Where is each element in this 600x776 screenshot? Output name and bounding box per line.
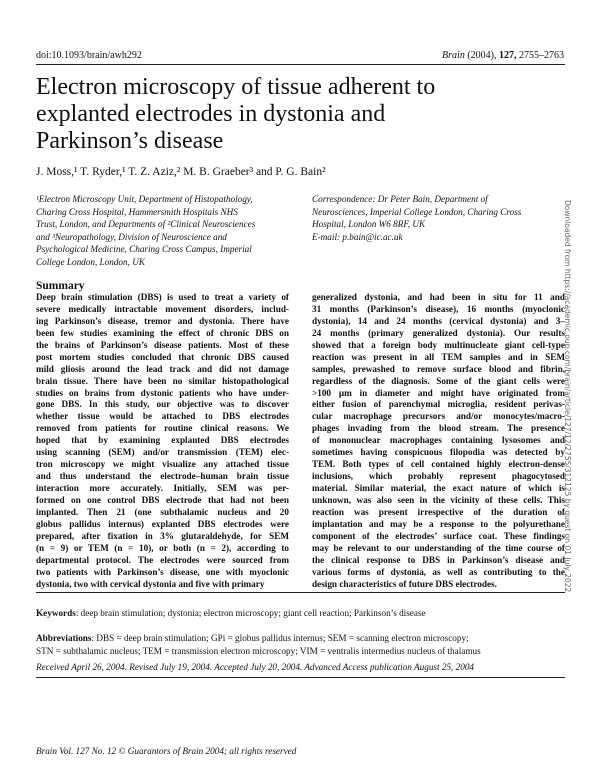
title-line: explanted electrodes in dystonia and (36, 101, 386, 127)
summary-line: and thus understand the electrode–human brain tissue (36, 471, 289, 482)
summary-line: brain tissue. There have been no similar histopathological (36, 375, 289, 386)
summary-line: >100 μm in diameter and might have originated from (312, 387, 565, 398)
summary-line: mild gliosis around the lead track and did not damage (36, 363, 289, 374)
summary-line: implanted. Then 21 (one subthalamic nucleus and 20 (36, 506, 289, 517)
correspondence-line: Correspondence: Dr Peter Bain, Department of (312, 194, 488, 204)
summary-line: various forms of dystonia, as well as contributing to the (312, 566, 565, 577)
summary-line: dystonia), 14 and 24 months (cervical dystonia) and 3– (312, 315, 565, 326)
doi: doi:10.1093/brain/awh292 (36, 50, 142, 61)
summary-line: severe medically intractable movement disorders, includ- (36, 303, 289, 314)
abbreviations-line: STN = subthalamic nucleus; TEM = transmission electron microscopy; VIM = ventralis intermedius nucleus of thalamus (36, 645, 481, 656)
summary-line: gone DBS. In this study, our objective was to discover (36, 399, 289, 410)
download-note[interactable]: Downloaded from https://academic.oup.com/brain/article/127/12/2755/312125 by guest on 01 July 2022 (563, 200, 572, 593)
summary-line: globus pallidus internus) explanted DBS electrodes were (36, 518, 289, 529)
summary-line: prepared, after fixation in 3% glutaraldehyde, for SEM (36, 530, 289, 541)
correspondence (312, 193, 562, 243)
summary-line: may be relevant to our understanding of the time course of (312, 542, 565, 553)
summary-line: using scanning (SEM) and/or transmission (TEM) elec- (36, 447, 289, 458)
summary-line: 31 months (Parkinson’s disease), 16 months (myoclonic (312, 303, 565, 314)
summary-line: hoped that by examining explanted DBS electrodes (36, 435, 289, 446)
summary-line: the brains of Parkinson’s disease patients. Most of these (36, 339, 289, 350)
summary-line: implantation and may be a response to the polyurethane (312, 518, 565, 529)
summary-line: cular macrophage precursors and/or monocytes/macro- (312, 411, 565, 422)
summary-line: Deep brain stimulation (DBS) is used to treat a variety of (36, 292, 289, 302)
summary-line: removed from patients for routine clinical reasons. We (36, 423, 289, 434)
summary-line: tron microscopy we might visualize any attached tissue (36, 459, 289, 470)
summary-line: (n = 9) or TEM (n = 10), or both (n = 2), according to (36, 542, 289, 553)
affiliation-line: ¹Electron Microscopy Unit, Department of Histopathology, (36, 194, 253, 204)
affiliation-line: and ³Neuropathology, Division of Neuroscience and (36, 231, 227, 242)
summary-left-column (36, 292, 289, 590)
summary-line: reaction was present irrespective of the duration of (312, 506, 565, 517)
summary-line: formed on one control DBS electrode that had not been (36, 494, 289, 505)
summary-line: unknown, was also seen in the vicinity of these cells. This (312, 494, 565, 505)
summary-line: two patients with Parkinson’s disease, one with myoclonic (36, 566, 289, 577)
journal-citation (442, 50, 564, 61)
summary-line: post mortem studies concluded that chronic DBS caused (36, 351, 289, 362)
summary-line: whether tissue would be attached to DBS electrodes (36, 411, 289, 422)
journal-year: (2004), (467, 50, 497, 61)
summary-line: material. Similar material, the exact nature of which is (312, 483, 565, 493)
summary-line: component of the electrodes’ surface coat. These findings (312, 530, 565, 541)
summary-line: 24 months (primary generalized dystonia). Our results (312, 327, 565, 338)
summary-line: dystonia, two with cervical dystonia and five with primary (36, 578, 265, 589)
abbreviations-label: Abbreviations (36, 633, 92, 643)
summary-line: TEM. Both types of cell contained highly electron-dense (312, 459, 565, 470)
summary-line: the clinical response to DBS in Parkinson’s disease and (312, 554, 565, 565)
summary-line: design characteristics of future DBS electrodes. (312, 578, 497, 589)
keywords-text: : deep brain stimulation; dystonia; electron microscopy; giant cell reaction; Parkinson’s disease (75, 608, 426, 618)
journal-pages: 2755–2763 (519, 50, 564, 61)
summary-line: phages invading from the blood stream. The presence (312, 423, 565, 434)
summary-line: regardless of the diagnosis. Some of the giant cells were (312, 375, 565, 386)
keywords (36, 608, 426, 618)
title-line: Electron microscopy of tissue adherent to (36, 74, 436, 100)
title-line: Parkinson’s disease (36, 128, 224, 154)
download-watermark (556, 200, 576, 650)
summary-line: interaction more accurately. Initially, SEM was per- (36, 483, 289, 493)
paper-title (36, 74, 536, 155)
summary-right-column (312, 292, 565, 590)
journal-volume: 127, (499, 50, 517, 61)
correspondence-line: Neurosciences, Imperial College London, Charing Cross (312, 206, 522, 217)
abbreviations-line: : DBS = deep brain stimulation; GPi = globus pallidus internus; SEM = scanning electron microscopy; (91, 633, 469, 643)
summary-line: reaction was present in all TEM samples and in SEM (312, 351, 565, 362)
affiliation-line: Charing Cross Hospital, Hammersmith Hospitals NHS (36, 206, 238, 217)
summary-line: departmental protocol. The electrodes were sourced from (36, 554, 289, 565)
keywords-label: Keywords (36, 608, 76, 618)
top-rule (36, 64, 565, 65)
summary-line: sometimes having conspicuous filopodia was detected by (312, 447, 565, 458)
authors: J. Moss,¹ T. Ryder,¹ T. Z. Aziz,² M. B. Graeber³ and P. G. Bain² (36, 166, 326, 178)
correspondence-line: Hospital, London W6 8RF, UK (312, 219, 426, 230)
summary-line: studies on brains from dystonic patients who have under- (36, 387, 289, 398)
summary-heading: Summary (36, 280, 85, 292)
summary-line: ing Parkinson’s disease, tremor and dystonia. There have (36, 315, 289, 326)
summary-line: of mononuclear macrophages containing lysosomes and (312, 435, 565, 446)
summary-line: been few studies examining the effect of chronic DBS on (36, 327, 289, 338)
summary-line: generalized dystonia, and had been in situ for 11 and (312, 292, 565, 302)
abbreviations (36, 632, 566, 657)
correspondence-email[interactable]: E-mail: p.bain@ic.ac.uk (312, 231, 403, 242)
affiliation-line: College London, London, UK (36, 256, 145, 267)
journal-name: Brain (442, 50, 465, 61)
summary-line: showed that a foreign body multinucleate giant cell-type (312, 339, 565, 350)
summary-line: inclusions, which probably represent phagocytosed (312, 471, 565, 482)
copyright-footer: Brain Vol. 127 No. 12 © Guarantors of Brain 2004; all rights reserved (36, 746, 297, 756)
summary-line: either fusion of parenchymal microglia, resident perivas- (312, 399, 565, 410)
affiliations (36, 193, 301, 269)
affiliation-line: Trust, London, and Departments of ²Clinical Neurosciences (36, 219, 256, 230)
bottom-rule (36, 677, 565, 678)
keywords-rule (36, 592, 565, 593)
summary-line: samples, prewashed to remove surface blood and fibrin, (312, 363, 565, 374)
received-dates: Received April 26, 2004. Revised July 19, 2004. Accepted July 20, 2004. Advanced Access publication August 25, 2004 (36, 662, 475, 672)
affiliation-line: Psychological Medicine, Charing Cross Campus, Imperial (36, 244, 252, 255)
